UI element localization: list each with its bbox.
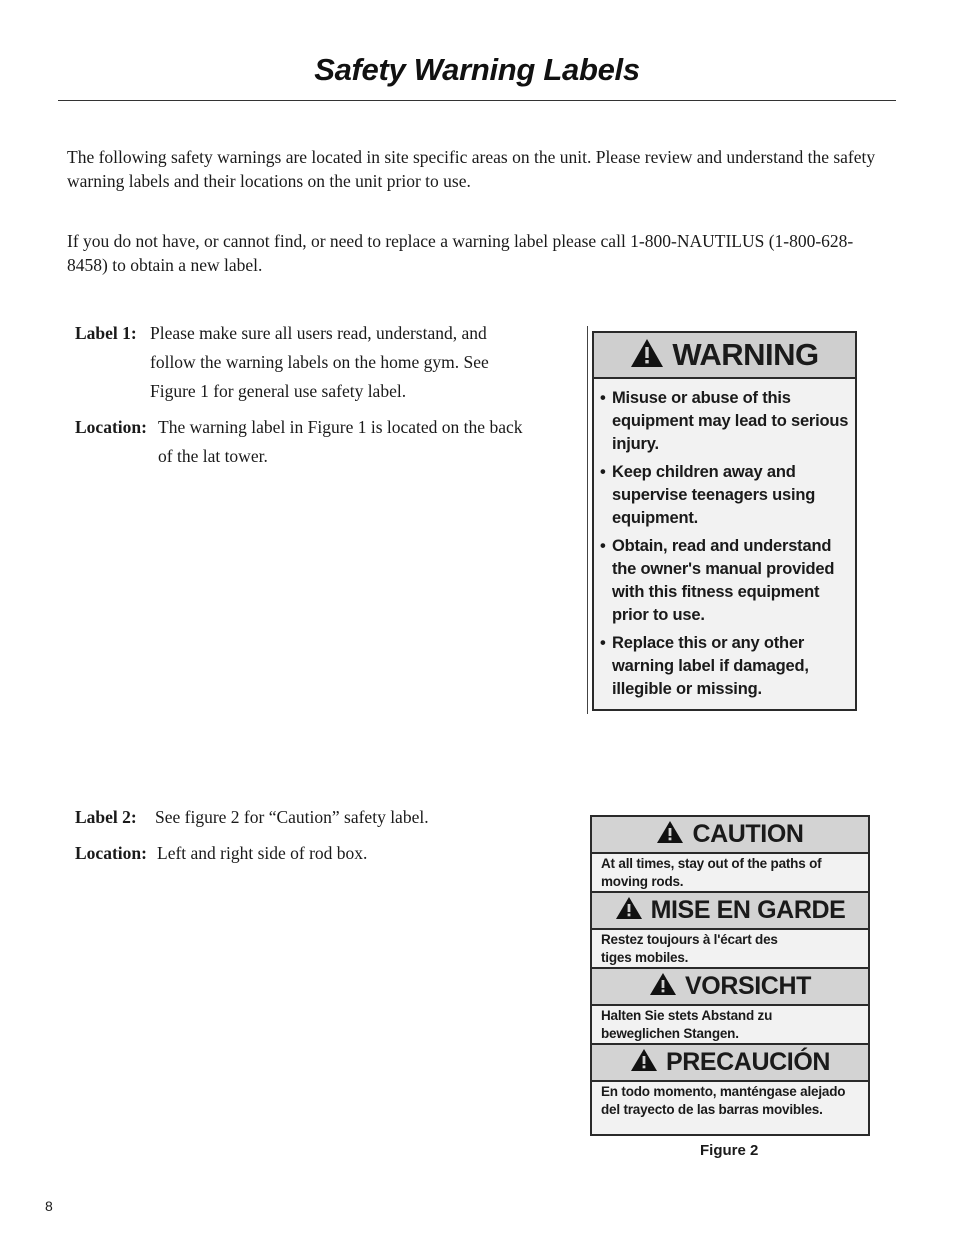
mise-en-garde-header — [592, 893, 868, 930]
precaucion-text-line-1: En todo momento, manténgase alejado — [601, 1084, 846, 1099]
figure-2-caption: Figure 2 — [700, 1142, 759, 1159]
label-2-tag: Label 2: — [75, 807, 137, 827]
warning-triangle-icon — [656, 820, 684, 849]
warning-item: • Misuse or abuse of this equipment may lead to serious injury. — [600, 387, 851, 456]
warning-item: • Obtain, read and understand the owner's manual provided with this fitness equipment prior to use. — [600, 535, 851, 627]
intro-paragraph-1: The following safety warnings are located in site specific areas on the unit. Please review and understand the safety warning labels and their locations on the unit prior to use. — [67, 147, 876, 191]
caution-text — [592, 854, 868, 893]
label-2-location-tag: Location: — [75, 843, 147, 863]
precaucion-text — [592, 1082, 868, 1121]
mise-en-garde-text-line-2: tiges mobiles. — [601, 950, 689, 965]
warning-triangle-icon — [649, 972, 677, 1001]
label-1-description-line-2: follow the warning labels on the home gym. See — [150, 352, 489, 372]
precaucion-text-line-2: del trayecto de las barras movibles. — [601, 1102, 823, 1117]
warning-label-header — [594, 333, 855, 379]
warning-triangle-icon — [630, 338, 664, 373]
label-1-location-line-2: of the lat tower. — [158, 446, 268, 466]
label-1-location-line-1: The warning label in Figure 1 is located on the back — [158, 417, 523, 437]
warning-items-list — [594, 379, 855, 701]
caution-label-figure — [590, 815, 870, 1136]
vorsicht-text — [592, 1006, 868, 1045]
intro-paragraph-2: If you do not have, or cannot find, or need to replace a warning label please call 1-800-NAUTILUS (1-800-628-8458) to obtain a new label. — [67, 231, 854, 275]
label-1-tag: Label 1: — [75, 323, 137, 343]
label-1-location-tag: Location: — [75, 417, 147, 437]
caution-header — [592, 817, 868, 854]
label-2-location: Left and right side of rod box. — [157, 843, 368, 863]
mise-en-garde-text — [592, 930, 868, 969]
precaucion-header — [592, 1045, 868, 1082]
vorsicht-heading: VORSICHT — [685, 972, 811, 1000]
vorsicht-text-line-2: beweglichen Stangen. — [601, 1026, 739, 1041]
vorsicht-text-line-1: Halten Sie stets Abstand zu — [601, 1008, 773, 1023]
vorsicht-header — [592, 969, 868, 1006]
caution-text-line-1: At all times, stay out of the paths of — [601, 856, 822, 871]
figure-1-divider — [587, 326, 588, 714]
mise-en-garde-heading: MISE EN GARDE — [650, 896, 846, 924]
warning-triangle-icon — [615, 896, 643, 925]
warning-triangle-icon — [630, 1048, 658, 1077]
warning-heading: WARNING — [672, 337, 819, 372]
label-1-description-line-1: Please make sure all users read, understand, and — [150, 323, 487, 343]
caution-heading: CAUTION — [692, 820, 804, 848]
label-1-description-line-3: Figure 1 for general use safety label. — [150, 381, 407, 401]
page-title: Safety Warning Labels — [314, 52, 640, 87]
title-divider — [58, 100, 896, 101]
caution-text-line-2: moving rods. — [601, 874, 684, 889]
warning-item: • Replace this or any other warning label if damaged, illegible or missing. — [600, 632, 851, 701]
label-2-description: See figure 2 for “Caution” safety label. — [155, 807, 429, 827]
mise-en-garde-text-line-1: Restez toujours à l'écart des — [601, 932, 778, 947]
precaucion-heading: PRECAUCIÓN — [665, 1048, 831, 1076]
warning-label-figure — [592, 331, 857, 711]
warning-item: • Keep children away and supervise teenagers using equipment. — [600, 461, 851, 530]
page-number: 8 — [45, 1198, 53, 1214]
